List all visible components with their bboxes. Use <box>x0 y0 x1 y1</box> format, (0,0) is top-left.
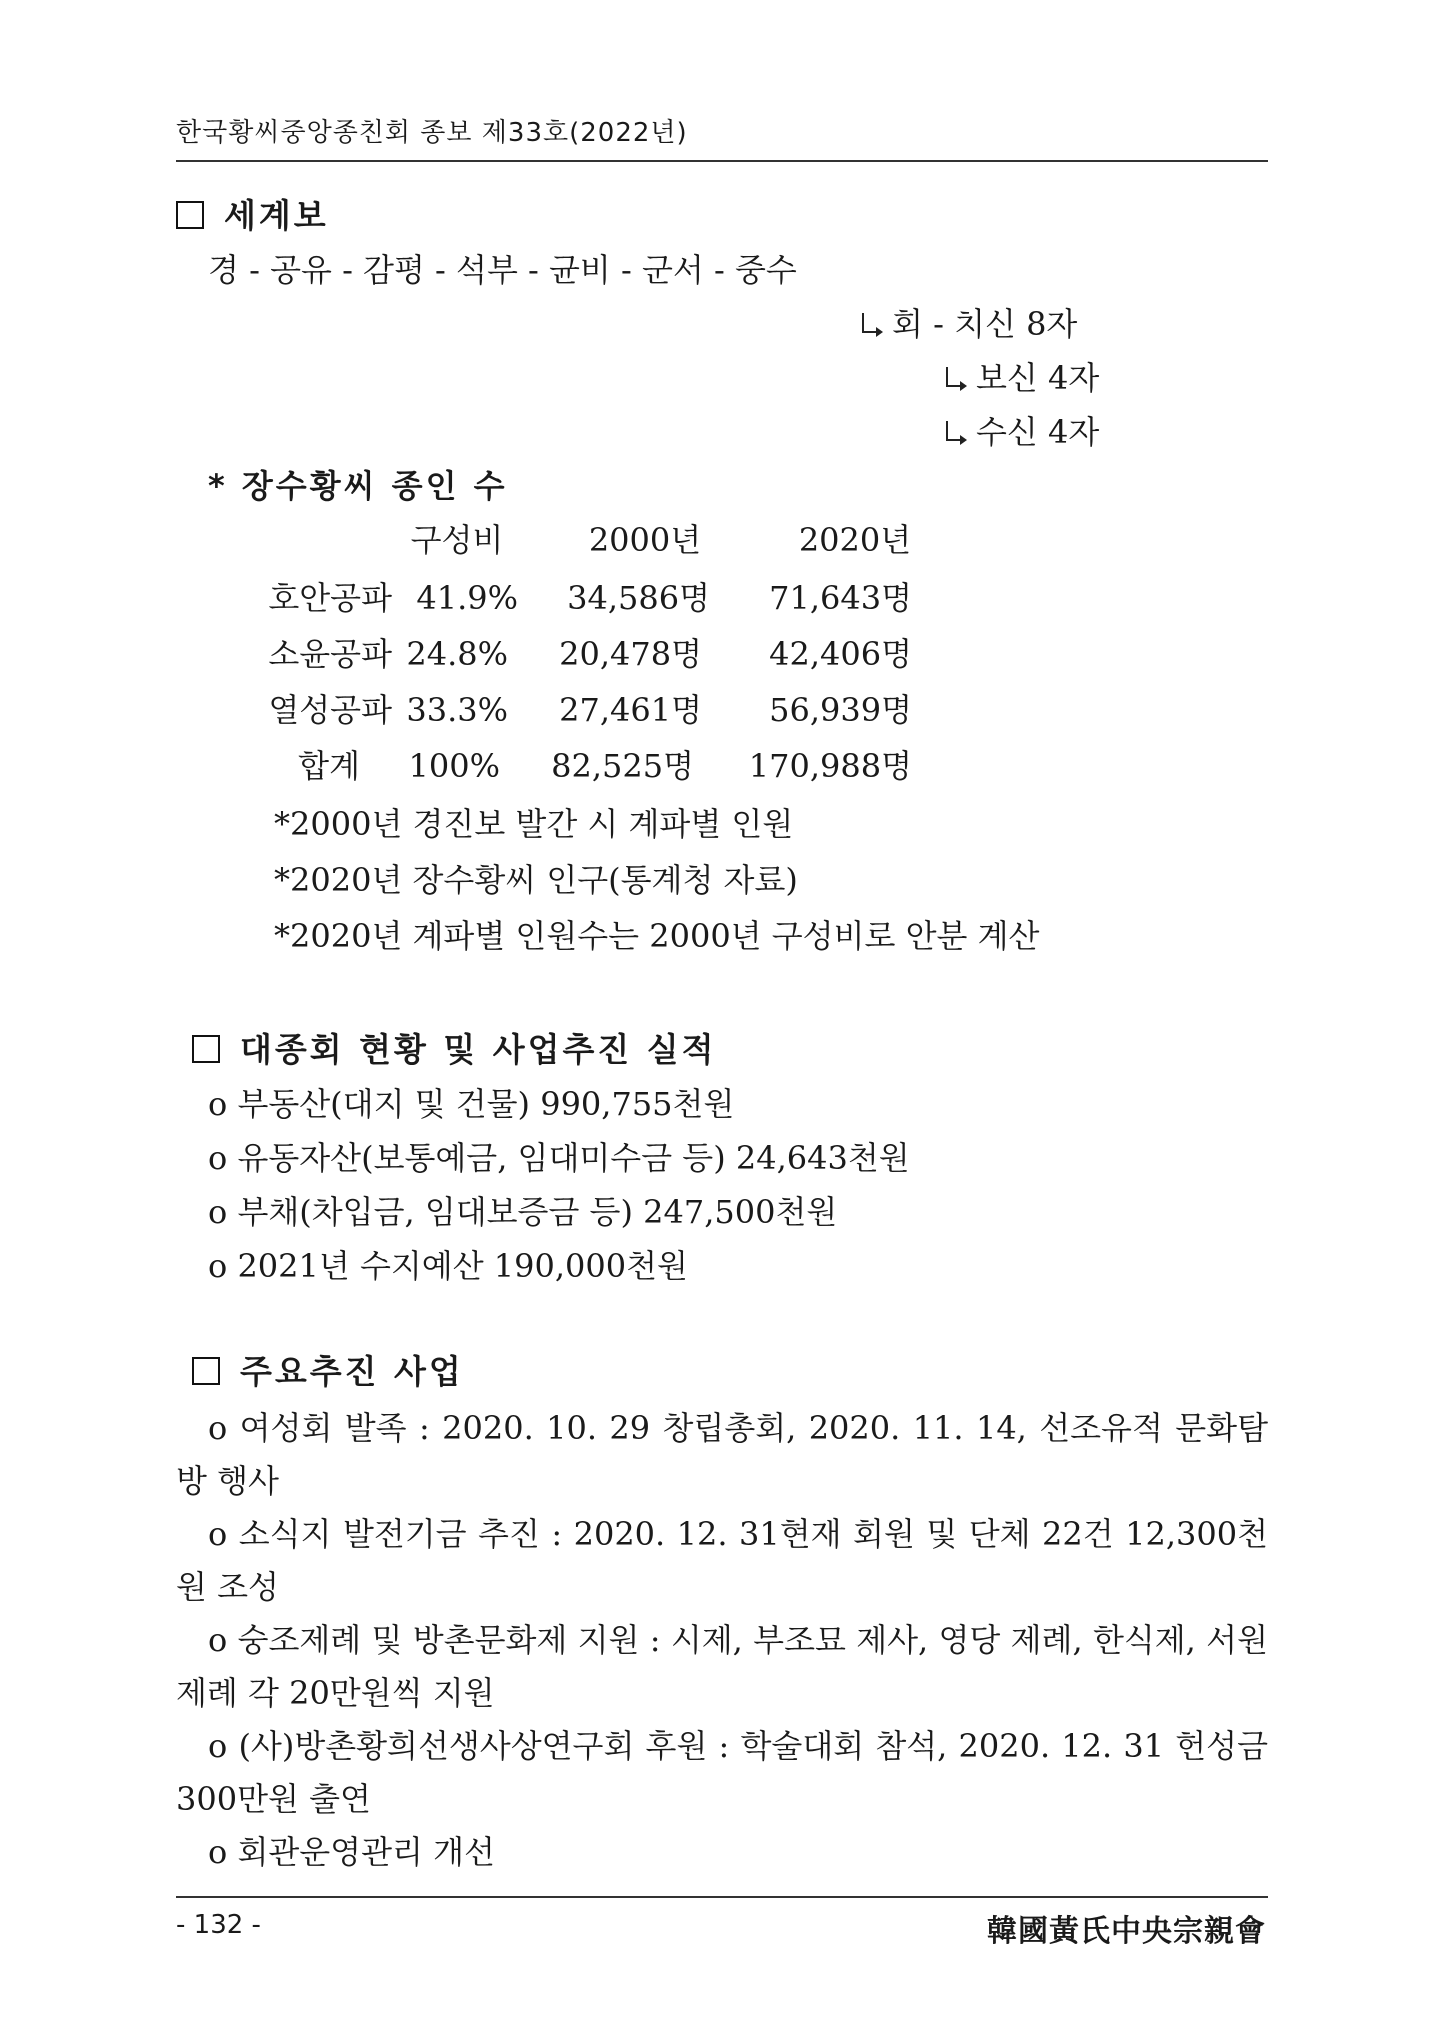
population-note: *2020년 계파별 인원수는 2000년 구성비로 안분 계산 <box>274 917 1040 955</box>
table-cell-2020: 42,406명 <box>769 635 912 673</box>
column-header: 2000년 <box>588 521 702 559</box>
table-cell-2000: 82,525명 <box>551 747 694 785</box>
table-cell-ratio: 41.9% <box>416 579 518 617</box>
table-row-name: 합계 <box>298 747 360 785</box>
table-cell-2020: 71,643명 <box>769 579 912 617</box>
table-cell-ratio: 24.8% <box>406 635 508 673</box>
table-cell-ratio: 100% <box>408 747 500 785</box>
section-title-status <box>192 1030 717 1070</box>
population-title: * 장수황씨 종인 수 <box>208 467 508 505</box>
list-item: o 부동산(대지 및 건물) 990,755천원 <box>208 1085 735 1123</box>
branch-arrow-icon <box>946 367 962 387</box>
footer-rule <box>176 1896 1268 1898</box>
population-note: *2020년 장수황씨 인구(통계청 자료) <box>274 861 798 899</box>
genealogy-branch-1: 회 - 치신 8자 <box>862 304 1077 344</box>
table-row-name: 열성공파 <box>268 691 392 729</box>
page-number: - 132 - <box>176 1910 261 1940</box>
table-row-name: 호안공파 <box>268 579 392 617</box>
list-item: o 유동자산(보통예금, 임대미수금 등) 24,643천원 <box>208 1139 910 1177</box>
genealogy-branch-3: 수신 4자 <box>946 412 1099 452</box>
table-cell-2000: 20,478명 <box>559 635 702 673</box>
table-cell-ratio: 33.3% <box>406 691 508 729</box>
checkbox-square-icon <box>192 1035 220 1063</box>
section-title-projects <box>192 1352 464 1392</box>
list-item: o 숭조제례 및 방촌문화제 지원 : 시제, 부조묘 제사, 영당 제례, 한식제, 서원제례 각 20만원씩 지원 <box>176 1621 1268 1712</box>
table-cell-2020: 170,988명 <box>748 747 912 785</box>
list-item: o 부채(차입금, 임대보증금 등) 247,500천원 <box>208 1193 838 1231</box>
section-title-text: 주요추진 사업 <box>240 1352 464 1391</box>
genealogy-branch-2: 보신 4자 <box>946 358 1099 398</box>
column-header: 2020년 <box>798 521 912 559</box>
checkbox-square-icon <box>192 1357 220 1385</box>
branch-arrow-icon <box>946 421 962 441</box>
table-cell-2000: 27,461명 <box>559 691 702 729</box>
table-cell-2020: 56,939명 <box>769 691 912 729</box>
list-item: o 소식지 발전기금 추진 : 2020. 12. 31현재 회원 및 단체 22건 12,300천원 조성 <box>176 1515 1268 1606</box>
list-item: o 회관운영관리 개선 <box>208 1833 495 1871</box>
list-item: o 2021년 수지예산 190,000천원 <box>208 1247 688 1285</box>
page-header: 한국황씨중앙종친회 종보 제33호(2022년) <box>176 118 688 148</box>
list-item: o (사)방촌황희선생사상연구회 후원 : 학술대회 참석, 2020. 12. 31 헌성금 300만원 출연 <box>176 1727 1268 1818</box>
table-row-name: 소윤공파 <box>268 635 392 673</box>
section-title-genealogy <box>176 196 329 236</box>
section-title-text: 대종회 현황 및 사업추진 실적 <box>240 1030 717 1069</box>
organization-logo-text: 韓國黃氏中央宗親會 <box>987 1914 1266 1949</box>
header-rule <box>176 160 1268 162</box>
population-note: *2000년 경진보 발간 시 계파별 인원 <box>274 805 794 843</box>
section-title-text: 세계보 <box>224 196 329 235</box>
checkbox-square-icon <box>176 201 204 229</box>
branch-arrow-icon <box>862 313 878 333</box>
column-header: 구성비 <box>410 521 504 559</box>
table-cell-2000: 34,586명 <box>567 579 710 617</box>
list-item: o 여성회 발족 : 2020. 10. 29 창립총회, 2020. 11. 14, 선조유적 문화탐방 행사 <box>176 1409 1268 1500</box>
genealogy-main-line: 경 - 공유 - 감평 - 석부 - 균비 - 군서 - 중수 <box>208 251 797 289</box>
